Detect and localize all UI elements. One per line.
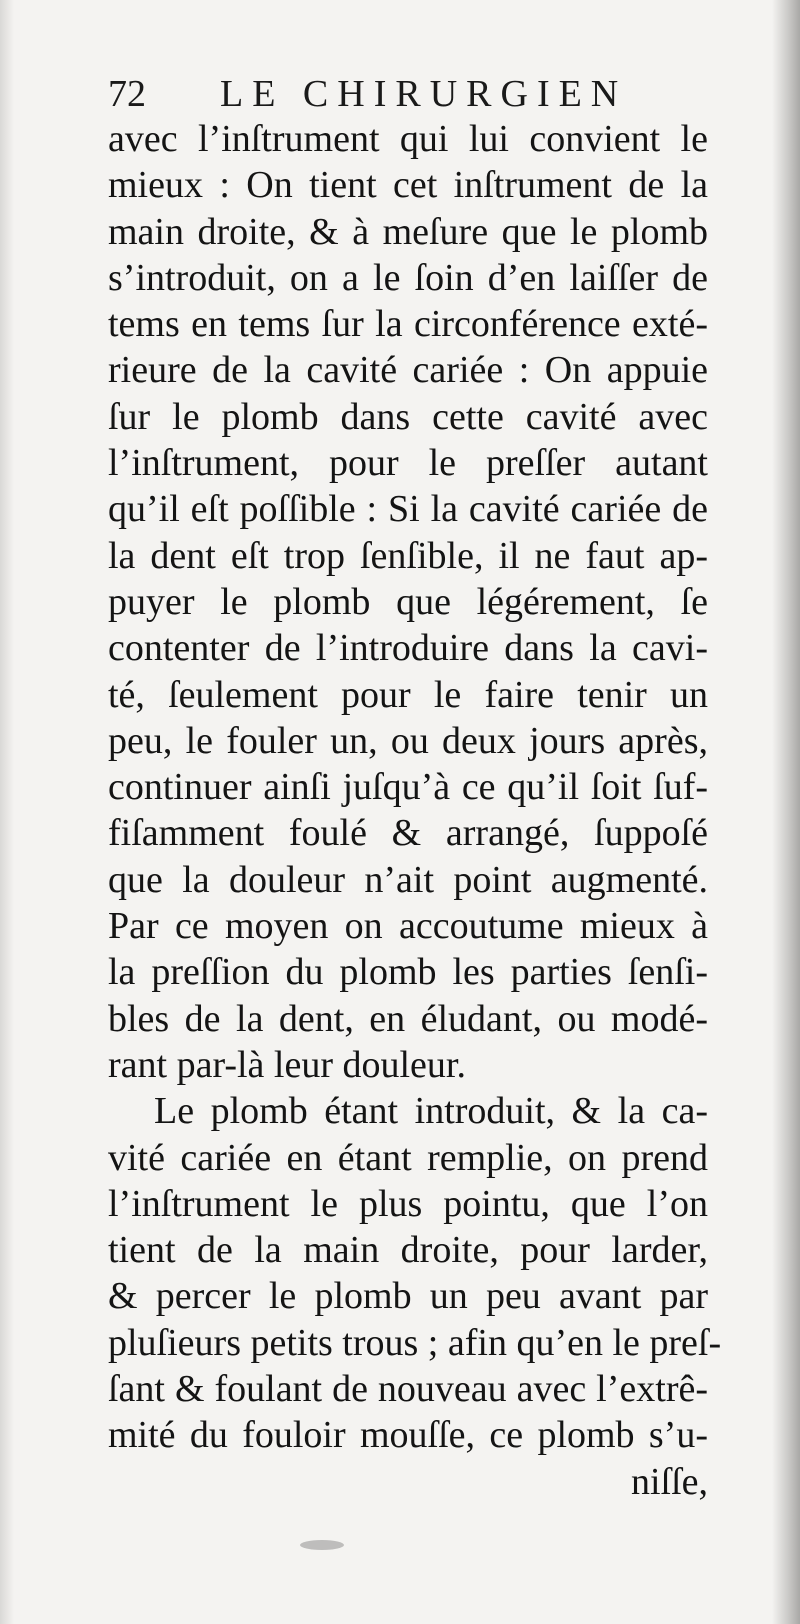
text-line: vité cariée en étant remplie, on prend (108, 1136, 708, 1179)
text-line: main droite, & à meſure que le plomb (108, 210, 708, 253)
page-left-edge (0, 0, 14, 1624)
text-line: bles de la dent, en éludant, ou modé- (108, 997, 708, 1040)
text-line: rieure de la cavité cariée : On appuie (108, 349, 708, 392)
catchword-line: niſſe, (630, 1460, 708, 1503)
paragraph-end-line: rant par-là leur douleur. (108, 1043, 466, 1086)
text-line: continuer ainſi juſqu’à ce qu’il ſoit ſuf- (108, 766, 708, 809)
text-line: mieux : On tient cet inſtrument de la (108, 164, 708, 207)
paragraph-start-line: Le plomb étant introduit, & la ca- (154, 1090, 708, 1133)
text-line: & percer le plomb un peu avant par (108, 1275, 708, 1318)
page-binding-shadow (772, 0, 800, 1624)
text-line: contenter de l’introduire dans la cavi- (108, 627, 708, 670)
ink-smudge (300, 1540, 344, 1550)
text-line: Par ce moyen on accoutume mieux à (108, 905, 708, 948)
text-line: ſur le plomb dans cette cavité avec (108, 395, 708, 438)
text-line: la preſſion du plomb les parties ſenſi- (108, 951, 708, 994)
text-line: que la douleur n’ait point augmenté. (108, 858, 708, 901)
text-line: s’introduit, on a le ſoin d’en laiſſer de (108, 256, 708, 299)
text-line: fiſamment foulé & arrangé, ſuppoſé (108, 812, 708, 855)
running-head (108, 64, 728, 124)
body-text (108, 116, 722, 1505)
text-line: pluſieurs petits trous ; afin qu’en le preſ- (108, 1321, 722, 1364)
page-number: 72 (108, 73, 146, 115)
text-line: l’inſtrument le plus pointu, que l’on (108, 1182, 708, 1225)
text-line: qu’il eſt poſſible : Si la cavité cariée de (108, 488, 708, 531)
text-line: tems en tems ſur la circonférence exté- (108, 303, 708, 346)
text-line: peu, le fouler un, ou deux jours après, (108, 719, 708, 762)
text-line: la dent eſt trop ſenſible, il ne faut ap- (108, 534, 708, 577)
text-line: l’inſtrument, pour le preſſer autant (108, 442, 708, 485)
text-line: puyer le plomb que légérement, ſe (108, 580, 708, 623)
text-line: avec l’inſtrument qui lui convient le (108, 118, 708, 160)
text-line: té, ſeulement pour le faire tenir un (108, 673, 708, 716)
text-line: tient de la main droite, pour larder, (108, 1229, 708, 1272)
running-title: LE CHIRURGIEN (220, 73, 628, 115)
text-line: ſant & foulant de nouveau avec l’extrê- (108, 1368, 708, 1411)
text-line: mité du fouloir mouſſe, ce plomb s’u- (108, 1414, 708, 1457)
